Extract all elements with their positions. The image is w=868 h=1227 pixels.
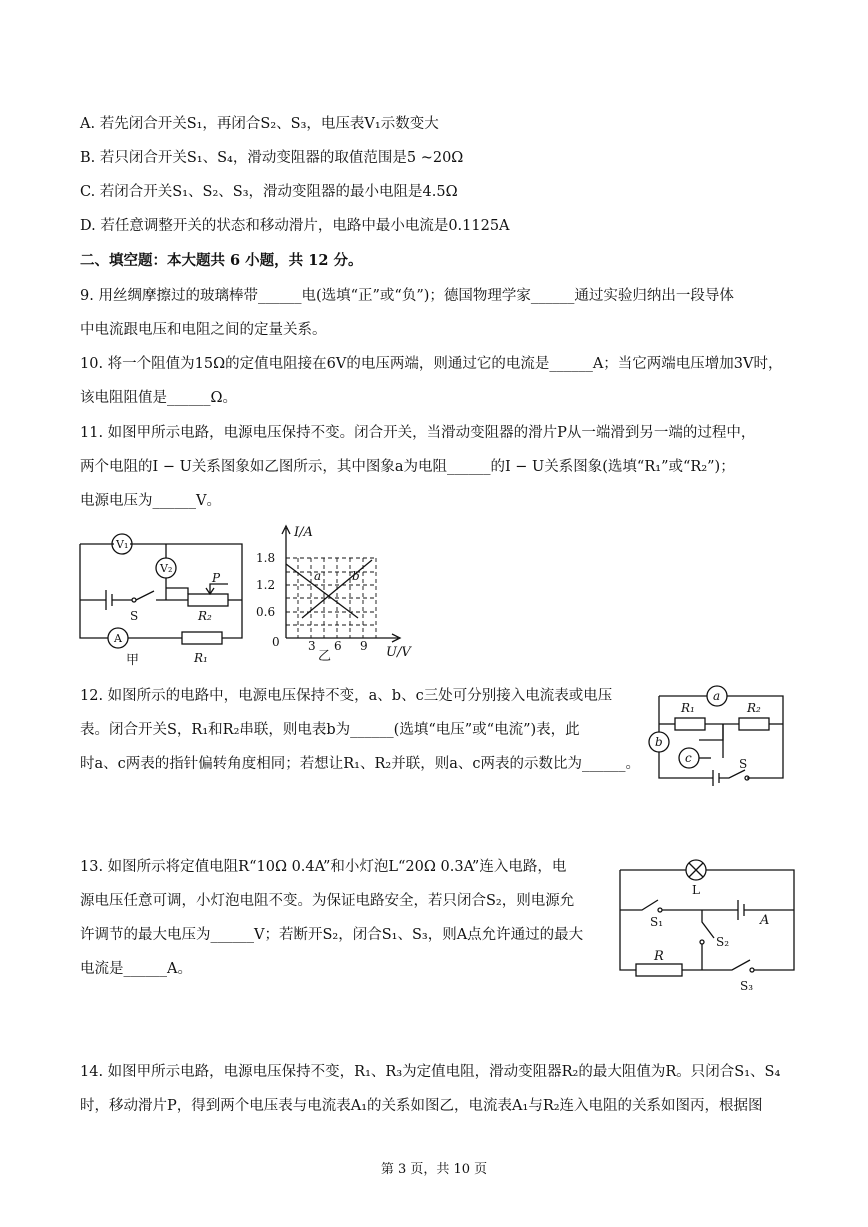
- q14-line-1: 14. 如图甲所示电路，电源电压保持不变，R₁、R₃为定值电阻，滑动变阻器R₂的最大阻值为R。只闭合S₁、S₄: [80, 1064, 781, 1080]
- q11-iu-graph: [256, 520, 428, 665]
- resistor-r1: [675, 718, 705, 730]
- q11-circuit-figure: [70, 528, 250, 668]
- q10-line-1: 10. 将一个阻值为15Ω的定值电阻接在6V的电压两端，则通过它的电流是______A；当它两端电压增加3V时，: [80, 356, 783, 372]
- q13-line-2: 源电压任意可调，小灯泡电阻不变。为保证电路安全，若只闭合S₂，则电源允: [80, 893, 575, 909]
- ytick-0-6: 0.6: [256, 605, 276, 619]
- meter-b-label: b: [655, 735, 663, 749]
- q13-line-1: 13. 如图所示将定值电阻R“10Ω 0.4A”和小灯泡L“20Ω 0.3A”连入电路，电: [80, 859, 567, 875]
- r1-label: R₁: [681, 701, 695, 715]
- label-a: a: [314, 569, 322, 583]
- slider-p-label: P: [212, 571, 221, 585]
- point-a-label: A: [760, 913, 770, 928]
- v2-label: V₂: [160, 562, 173, 575]
- ammeter-label: A: [114, 632, 122, 645]
- q13-line-4: 电流是______A。: [80, 961, 192, 977]
- y-axis-label: I/A: [294, 525, 313, 540]
- q9-line-2: 中电流跟电压和电阻之间的定量关系。: [80, 322, 327, 338]
- option-a: A. 若先闭合开关S₁，再闭合S₂、S₃，电压表V₁示数变大: [80, 116, 439, 132]
- section-heading: 二、填空题：本大题共 6 小题，共 12 分。: [80, 252, 363, 269]
- resistor-r1: [182, 632, 222, 644]
- meter-c-label: c: [685, 751, 692, 765]
- ytick-1-2: 1.2: [256, 578, 276, 592]
- rheostat-r2: [188, 594, 228, 606]
- page-footer: 第 3 页，共 10 页: [380, 1162, 488, 1177]
- resistor-r: [636, 964, 682, 976]
- s3-label: S₃: [740, 979, 754, 993]
- s1-label: S₁: [650, 915, 664, 929]
- switch-s-label: S: [130, 609, 139, 623]
- xtick-9: 9: [360, 639, 368, 653]
- r1-label: R₁: [194, 651, 208, 665]
- switch-s-label: S: [739, 757, 748, 771]
- meter-a-label: a: [713, 689, 721, 703]
- bulb-l-label: L: [692, 883, 700, 897]
- resistor-r2: [739, 718, 769, 730]
- q12-line-2: 表。闭合开关S，R₁和R₂串联，则电表b为______(选填“电压”或“电流”)表，此: [80, 722, 580, 738]
- r2-label: R₂: [747, 701, 761, 715]
- q13-line-3: 许调节的最大电压为______V；若断开S₂，闭合S₁、S₃，则A点允许通过的最大: [80, 927, 584, 943]
- q11-line-3: 电源电压为______V。: [80, 493, 221, 509]
- xtick-6: 6: [334, 639, 342, 653]
- option-d: D. 若任意调整开关的状态和移动滑片，电路中最小电流是0.1125A: [80, 218, 510, 234]
- caption-yi: 乙: [318, 649, 332, 664]
- q14-line-2: 时，移动滑片P，得到两个电压表与电流表A₁的关系如图乙，电流表A₁与R₂连入电阻的关系如图丙，根据图: [80, 1098, 763, 1114]
- caption-jia: 甲: [126, 653, 140, 668]
- q13-circuit-figure: [612, 848, 802, 998]
- ytick-0: 0: [272, 635, 280, 649]
- ytick-1-8: 1.8: [256, 551, 276, 565]
- s2-label: S₂: [716, 935, 730, 949]
- option-b: B. 若只闭合开关S₁、S₄，滑动变阻器的取值范围是5 ~20Ω: [80, 150, 464, 166]
- q9-line-1: 9. 用丝绸摩擦过的玻璃棒带______电(选填“正”或“负”)；德国物理学家______通过实验归纳出一段导体: [80, 288, 734, 304]
- v1-label: V₁: [116, 538, 129, 551]
- q11-line-1: 11. 如图甲所示电路，电源电压保持不变。闭合开关，当滑动变阻器的滑片P从一端滑到另一端的过程中，: [80, 425, 756, 441]
- r2-label: R₂: [198, 609, 212, 623]
- q12-line-3: 时a、c两表的指针偏转角度相同；若想让R₁、R₂并联，则a、c两表的示数比为______。: [80, 756, 640, 772]
- label-b: b: [352, 569, 360, 583]
- q12-line-1: 12. 如图所示的电路中，电源电压保持不变，a、b、c三处可分别接入电流表或电压: [80, 688, 613, 704]
- xtick-3: 3: [308, 639, 316, 653]
- q10-line-2: 该电阻阻值是______Ω。: [80, 390, 238, 406]
- resistor-r-label: R: [654, 949, 664, 964]
- q12-circuit-figure: [645, 682, 795, 792]
- option-c: C. 若闭合开关S₁、S₂、S₃，滑动变阻器的最小电阻是4.5Ω: [80, 184, 458, 200]
- q11-line-2: 两个电阻的I − U关系图象如乙图所示，其中图象a为电阻______的I − U关系图象(选填“R₁”或“R₂”)；: [80, 459, 735, 475]
- x-axis-label: U/V: [386, 645, 411, 660]
